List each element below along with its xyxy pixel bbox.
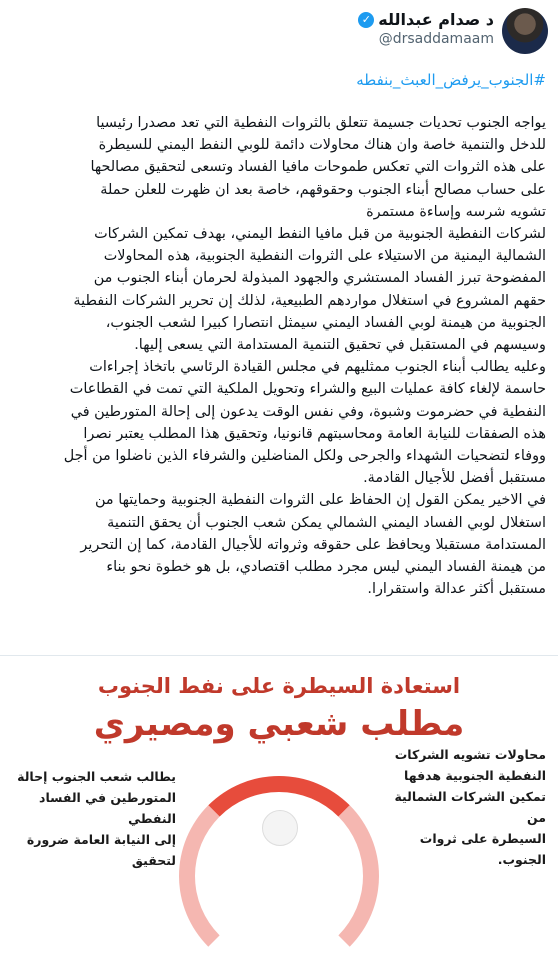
verified-badge-icon: ✓ — [358, 12, 374, 28]
tweet-body-text: يواجه الجنوب تحديات جسيمة تتعلق بالثروات النفطية التي تعد مصدرا رئيسيا للدخل والتنمية خاصة وان هناك محاولات دائمة للوبي النفط اليمني للسيطرة على هذه الثروات التي تعكس طموحات مافيا الفساد وتسعى لتحقيق مصالحها على حساب مصالح أبناء الجنوب وحقوقهم، خاصة بعد ان ظهرت للعلن حملة تشويه شرسه وإساءة مستمرة لشركات النفطية الجنوبية من قبل مافيا النفط اليمني، بهدف تمكين الشركات الشمالية اليمنية من الاستيلاء على الثروات النفطية الجنوبية، هذه المحاولات المفضوحة تبرز الفساد المستشري والجهود المبذولة لحرمان أبناء الجنوب من حقهم المشروع في استغلال مواردهم الطبيعية، لذلك إن تحرير الشركات النفطية الجنوبية من هيمنة لوبي الفساد اليمني سيمثل انتصارا كبيرا لشعب الجنوب، وسيسهم في المستقبل في تحقيق التنمية المستدامة التي يسعى إليها. وعليه يطالب أبناء الجنوب ممثليهم في مجلس القيادة الرئاسي باتخاذ إجراءات حاسمة لإلغاء كافة عمليات البيع والشراء وتحويل الملكية التي تمت في القطاعات النفطية في حضرموت وشبوة، وفي نفس الوقت يدعون إلى إحالة المتورطين في هذه الصفقات للنيابة العامة ومحاسبتهم قانونيا، وتحقيق هذا المطلب يعتبر نصرا ووفاء لتضحيات الشهداء والجرحى ولكل المناضلين والشرفاء الذين ناضلوا من أجل مستقبل أفضل للأجيال القادمة. في الاخير يمكن القول إن الحفاظ على الثروات النفطية الجنوبية وحمايتها من استغلال لوبي الفساد اليمني الشمالي يمكن شعب الجنوب أن يحقق التنمية المستدامة مستقبلا ويحافظ على حقوقه وثرواته للأجيال القادمة، كما إن التحرير من هيمنة الفساد اليمني ليس مجرد مطلب اقتصادي، بل هو خطوة نحو بناء مستقبل أكثر عدالة واستقرارا. — [63, 115, 546, 598]
card-subheadline: مطلب شعبي ومصيري — [93, 704, 465, 744]
author-display-name[interactable]: د صدام عبدالله — [378, 10, 494, 29]
author-names — [358, 10, 494, 47]
author-handle[interactable]: @drsaddamaam — [378, 31, 494, 47]
card-center-icon — [262, 810, 298, 846]
card-left-text: يطالب شعب الجنوب إحالة المتورطين في الفساد النفطي إلى النيابة العامة ضرورة لتحقيق — [17, 769, 176, 868]
card-arc-graphic — [179, 776, 379, 976]
tweet-header — [358, 8, 548, 54]
display-name-row — [358, 10, 494, 29]
card-right-text: محاولات تشويه الشركات النفطية الجنوبية هدفها تمكين الشركات الشمالية من السيطرة على ثروات الجنوب. — [394, 747, 546, 867]
card-headline: استعادة السيطرة على نفط الجنوب — [97, 674, 461, 698]
avatar[interactable] — [502, 8, 548, 54]
attached-image-card[interactable] — [0, 655, 558, 868]
hashtag-link[interactable]: #الجنوب_يرفض_العبث_بنفطه — [356, 71, 546, 89]
